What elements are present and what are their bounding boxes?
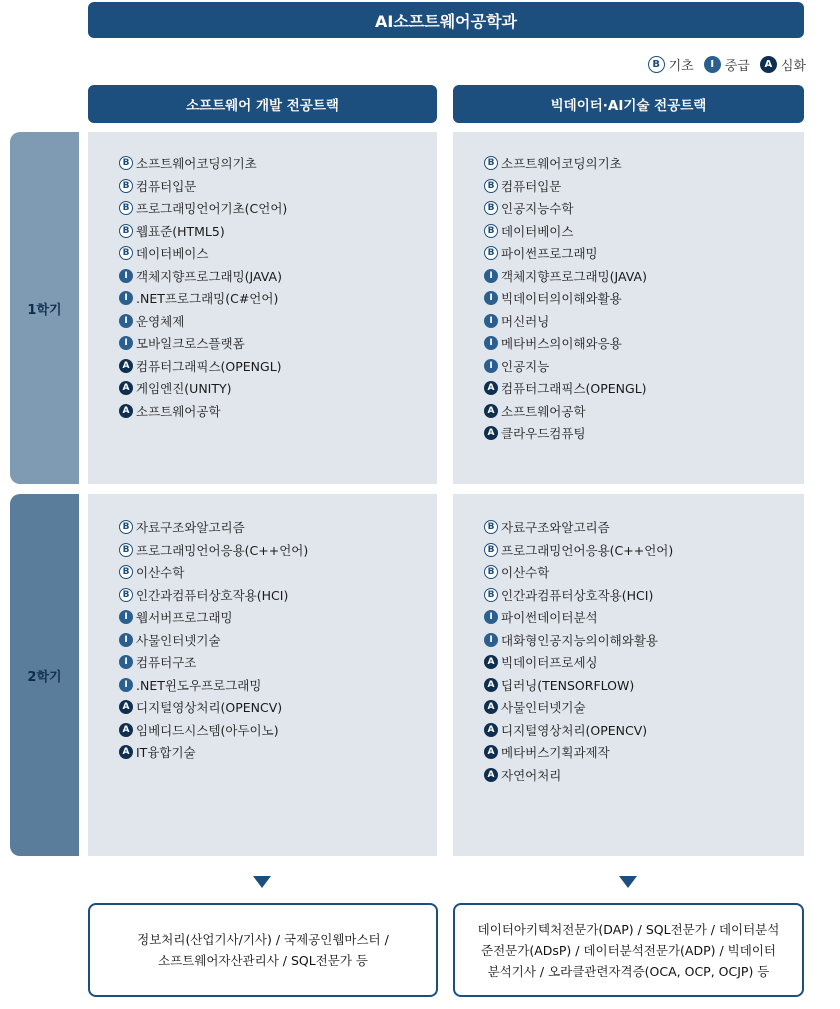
- course-item: [119, 719, 308, 742]
- course-item: [484, 175, 647, 198]
- level-badge-icon: I: [119, 269, 133, 283]
- course-item: [484, 332, 647, 355]
- level-badge-icon: I: [484, 633, 498, 647]
- level-badge-icon: I: [119, 678, 133, 692]
- course-item: [119, 741, 308, 764]
- level-badge-icon: B: [119, 179, 133, 193]
- advanced-badge-icon: A: [760, 56, 777, 73]
- track-header-software: 소프트웨어 개발 전공트랙: [88, 85, 437, 123]
- certification-line: 정보처리(산업기사/기사) / 국제공인웹마스터 /: [137, 932, 389, 947]
- course-item: [484, 516, 673, 539]
- course-item: [484, 539, 673, 562]
- course-item: [119, 220, 287, 243]
- course-item: [484, 764, 673, 787]
- level-badge-icon: B: [119, 588, 133, 602]
- course-list: [119, 152, 287, 422]
- basic-badge-icon: B: [648, 56, 665, 73]
- course-name: 소프트웨어공학: [501, 403, 586, 419]
- course-item: [484, 606, 673, 629]
- course-item: [119, 584, 308, 607]
- course-name: 컴퓨터그래픽스(OPENGL): [501, 381, 647, 397]
- level-badge-icon: B: [484, 156, 498, 170]
- course-name: 데이터베이스: [501, 223, 574, 239]
- course-name: 웹표준(HTML5): [136, 223, 225, 239]
- course-item: [119, 310, 287, 333]
- course-name: 프로그래밍언어응용(C++언어): [136, 542, 309, 558]
- course-panel-sem2-bigdata: [453, 494, 804, 856]
- course-name: 인공지능: [501, 358, 550, 374]
- course-item: [119, 265, 287, 288]
- course-name: 파이썬프로그래밍: [501, 246, 598, 262]
- course-name: 데이터베이스: [136, 246, 209, 262]
- course-name: 게임엔진(UNITY): [136, 381, 232, 397]
- level-badge-icon: B: [119, 565, 133, 579]
- level-badge-icon: B: [119, 224, 133, 238]
- course-panel-sem1-bigdata: [453, 132, 804, 484]
- course-item: [119, 516, 308, 539]
- course-name: .NET프로그래밍(C#언어): [136, 291, 279, 307]
- level-badge-icon: I: [119, 610, 133, 624]
- level-badge-icon: I: [119, 291, 133, 305]
- course-item: [484, 584, 673, 607]
- certification-line: 분석기사 / 오라클관련자격증(OCA, OCP, OCJP) 등: [487, 963, 770, 979]
- level-badge-icon: I: [484, 336, 498, 350]
- level-badge-icon: B: [119, 543, 133, 557]
- course-name: 인간과컴퓨터상호작용(HCI): [501, 587, 654, 603]
- course-name: 컴퓨터그래픽스(OPENGL): [136, 358, 282, 374]
- course-item: [119, 696, 308, 719]
- page-title: AI소프트웨어공학과: [88, 2, 804, 38]
- course-panel-sem1-software: [88, 132, 437, 484]
- track-header-bigdata-ai: 빅데이터·AI기술 전공트랙: [453, 85, 804, 123]
- course-name: 객체지향프로그래밍(JAVA): [501, 268, 647, 284]
- certification-line: 소프트웨어자산관리사 / SQL전문가 등: [158, 953, 368, 968]
- course-name: 소프트웨어코딩의기초: [501, 156, 622, 172]
- course-item: [484, 719, 673, 742]
- level-badge-icon: A: [119, 381, 133, 395]
- certification-line: 데이터아키텍처전문가(DAP) / SQL전문가 / 데이터분석: [477, 921, 780, 937]
- course-name: 이산수학: [501, 565, 550, 581]
- course-item: [484, 741, 673, 764]
- course-item: [484, 696, 673, 719]
- course-item: [119, 152, 287, 175]
- course-list: [484, 152, 647, 445]
- course-item: [119, 175, 287, 198]
- course-name: 디지털영상처리(OPENCV): [136, 700, 283, 716]
- course-name: 디지털영상처리(OPENCV): [501, 722, 648, 738]
- legend-label: 심화: [780, 58, 806, 74]
- level-badge-icon: B: [484, 201, 498, 215]
- level-badge-icon: I: [484, 269, 498, 283]
- course-name: 메타버스의이해와응용: [501, 336, 622, 352]
- course-item: [484, 651, 673, 674]
- course-item: [119, 197, 287, 220]
- course-name: 자료구조와알고리즘: [136, 520, 245, 536]
- level-legend: [638, 55, 806, 73]
- course-name: 이산수학: [136, 565, 185, 581]
- course-name: 프로그래밍언어응용(C++언어): [501, 542, 674, 558]
- level-badge-icon: A: [484, 745, 498, 759]
- course-name: 사물인터넷기술: [136, 632, 221, 648]
- course-name: 딥러닝(TENSORFLOW): [501, 677, 635, 693]
- legend-label: 중급: [724, 58, 750, 74]
- down-arrow-icon: [253, 876, 271, 888]
- course-name: 모바일크로스플랫폼: [136, 336, 245, 352]
- level-badge-icon: A: [119, 723, 133, 737]
- course-item: [484, 422, 647, 445]
- course-name: 대화형인공지능의이해와활용: [501, 632, 658, 648]
- certification-box-bigdata: [453, 903, 804, 997]
- level-badge-icon: A: [484, 404, 498, 418]
- semester-label-2: 2학기: [10, 494, 79, 856]
- level-badge-icon: B: [484, 246, 498, 260]
- course-item: [484, 310, 647, 333]
- course-name: 소프트웨어공학: [136, 403, 221, 419]
- level-badge-icon: I: [484, 314, 498, 328]
- level-badge-icon: B: [484, 565, 498, 579]
- legend-item-basic: [648, 55, 694, 74]
- level-badge-icon: B: [119, 246, 133, 260]
- course-item: [484, 674, 673, 697]
- level-badge-icon: B: [484, 588, 498, 602]
- level-badge-icon: A: [484, 381, 498, 395]
- course-name: 프로그래밍언어기초(C언어): [136, 201, 288, 217]
- course-item: [119, 355, 287, 378]
- course-name: 자료구조와알고리즘: [501, 520, 610, 536]
- level-badge-icon: I: [119, 336, 133, 350]
- down-arrow-icon: [619, 876, 637, 888]
- course-item: [484, 152, 647, 175]
- legend-item-advanced: [760, 55, 806, 74]
- course-item: [119, 606, 308, 629]
- course-name: 인공지능수학: [501, 201, 574, 217]
- course-name: 사물인터넷기술: [501, 700, 586, 716]
- course-name: 임베디드시스템(아두이노): [136, 722, 279, 738]
- course-item: [484, 355, 647, 378]
- course-item: [484, 197, 647, 220]
- course-name: 객체지향프로그래밍(JAVA): [136, 268, 282, 284]
- level-badge-icon: I: [119, 655, 133, 669]
- level-badge-icon: B: [484, 224, 498, 238]
- course-list: [484, 516, 673, 786]
- level-badge-icon: B: [484, 179, 498, 193]
- course-name: 빅데이터프로세싱: [501, 655, 598, 671]
- course-item: [119, 674, 308, 697]
- course-name: 컴퓨터구조: [136, 655, 197, 671]
- course-name: 운영체제: [136, 313, 185, 329]
- level-badge-icon: B: [484, 520, 498, 534]
- course-name: 인간과컴퓨터상호작용(HCI): [136, 587, 289, 603]
- certification-box-software: [88, 903, 438, 997]
- level-badge-icon: I: [119, 314, 133, 328]
- course-item: [119, 539, 308, 562]
- level-badge-icon: B: [119, 156, 133, 170]
- course-item: [484, 400, 647, 423]
- level-badge-icon: A: [119, 359, 133, 373]
- course-name: 소프트웨어코딩의기초: [136, 156, 257, 172]
- level-badge-icon: B: [484, 543, 498, 557]
- course-name: 컴퓨터입문: [136, 178, 197, 194]
- level-badge-icon: A: [484, 700, 498, 714]
- level-badge-icon: A: [484, 426, 498, 440]
- course-item: [119, 651, 308, 674]
- legend-label: 기초: [668, 58, 694, 74]
- level-badge-icon: A: [484, 768, 498, 782]
- level-badge-icon: A: [484, 655, 498, 669]
- course-item: [119, 561, 308, 584]
- level-badge-icon: I: [484, 291, 498, 305]
- course-list: [119, 516, 308, 764]
- course-name: 자연어처리: [501, 767, 562, 783]
- level-badge-icon: A: [484, 678, 498, 692]
- level-badge-icon: I: [484, 359, 498, 373]
- level-badge-icon: A: [484, 723, 498, 737]
- level-badge-icon: I: [119, 633, 133, 647]
- course-item: [119, 400, 287, 423]
- level-badge-icon: A: [119, 404, 133, 418]
- course-name: IT융합기술: [136, 745, 196, 761]
- level-badge-icon: I: [484, 610, 498, 624]
- level-badge-icon: A: [119, 745, 133, 759]
- course-item: [119, 287, 287, 310]
- course-item: [484, 265, 647, 288]
- course-name: 빅데이터의이해와활용: [501, 291, 622, 307]
- level-badge-icon: B: [119, 201, 133, 215]
- legend-item-intermediate: [704, 55, 750, 74]
- course-item: [119, 332, 287, 355]
- level-badge-icon: A: [119, 700, 133, 714]
- intermediate-badge-icon: I: [704, 56, 721, 73]
- course-item: [119, 242, 287, 265]
- course-name: 웹서버프로그래밍: [136, 610, 233, 626]
- course-name: 파이썬데이터분석: [501, 610, 598, 626]
- certification-line: 준전문가(ADsP) / 데이터분석전문가(ADP) / 빅데이터: [481, 942, 776, 958]
- course-item: [484, 242, 647, 265]
- course-name: 컴퓨터입문: [501, 178, 562, 194]
- course-item: [484, 377, 647, 400]
- course-item: [119, 377, 287, 400]
- semester-label-1: 1학기: [10, 132, 79, 484]
- course-item: [119, 629, 308, 652]
- course-item: [484, 561, 673, 584]
- course-item: [484, 629, 673, 652]
- course-name: 메타버스기획과제작: [501, 745, 610, 761]
- course-name: 머신러닝: [501, 313, 550, 329]
- course-item: [484, 220, 647, 243]
- course-panel-sem2-software: [88, 494, 437, 856]
- course-name: 클라우드컴퓨팅: [501, 426, 586, 442]
- course-name: .NET윈도우프로그래밍: [136, 677, 262, 693]
- course-item: [484, 287, 647, 310]
- level-badge-icon: B: [119, 520, 133, 534]
